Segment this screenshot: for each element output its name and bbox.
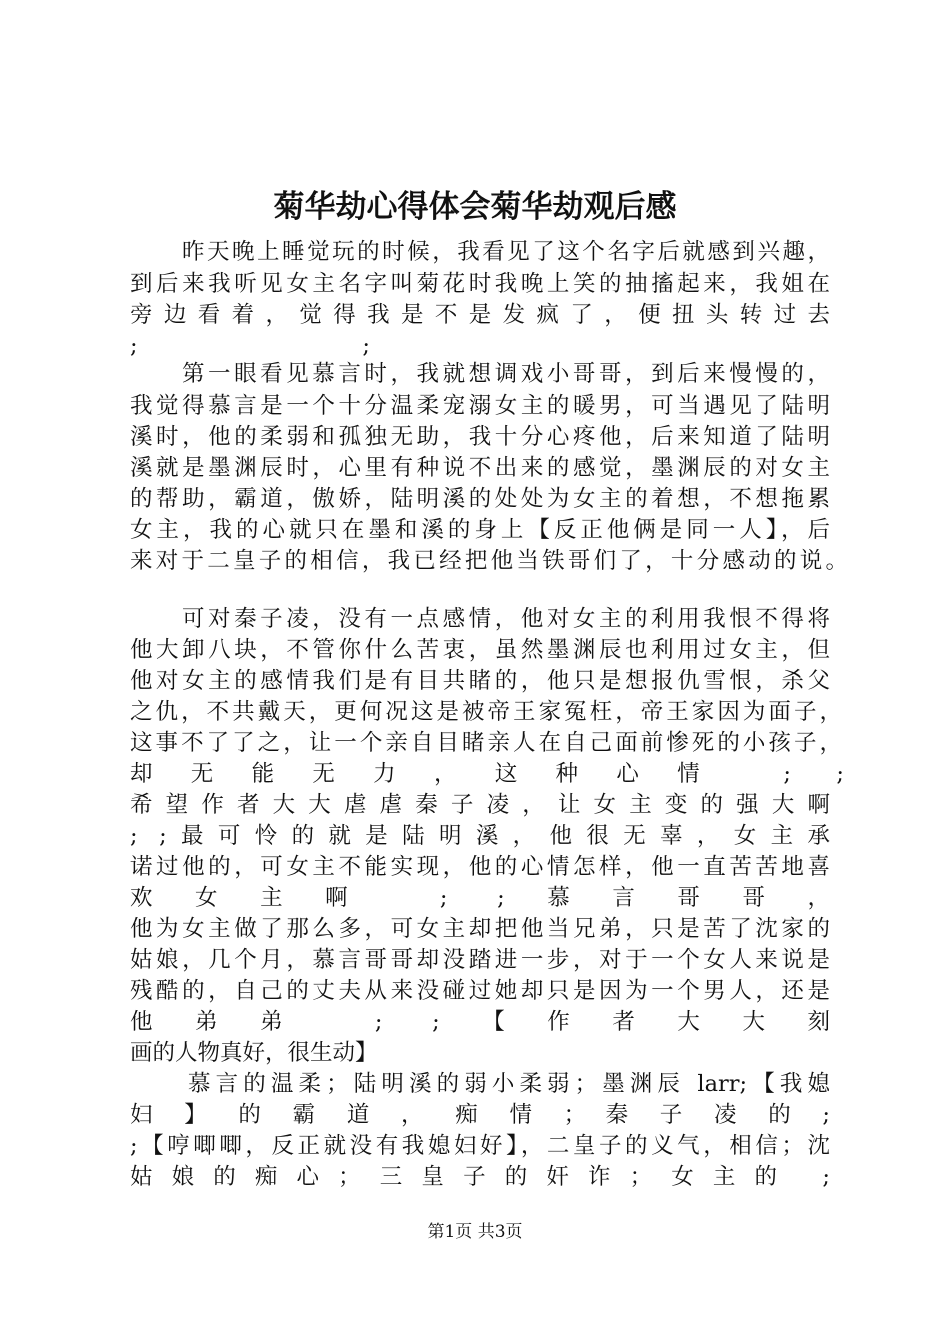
text-line: 女主，我的心就只在墨和溪的身上【反正他俩是同一人】，后 — [130, 517, 830, 543]
text-line: 第一眼看见慕言时，我就想调戏小哥哥，到后来慢慢的， — [182, 361, 830, 387]
text-line: 却无能无力，这种心情 ; ; — [130, 761, 844, 787]
text-line: 他大卸八块，不管你什么苦衷，虽然墨渊辰也利用过女主，但 — [130, 637, 830, 663]
text-line: 来对于二皇子的相信，我已经把他当铁哥们了，十分感动的说。 — [130, 548, 848, 574]
text-line: 之仇，不共戴天，更何况这是被帝王家冤枉，帝王家因为面子， — [130, 699, 842, 725]
text-line: 我觉得慕言是一个十分温柔宠溺女主的暖男，可当遇见了陆明 — [130, 393, 830, 419]
document-title: 菊华劫心得体会菊华劫观后感 — [273, 189, 677, 225]
page-number: 第1页 共3页 — [427, 1222, 523, 1242]
text-line: 慕言的温柔；陆明溪的弱小柔弱；墨渊辰 larr;【我媳 — [188, 1071, 830, 1097]
text-line: 溪就是墨渊辰时，心里有种说不出来的感觉，墨渊辰的对女主 — [130, 455, 830, 481]
text-line: 这事不了了之，让一个亲自目睹亲人在自己面前惨死的小孩子， — [130, 730, 842, 756]
text-line: ; ;最可怜的就是陆明溪，他很无辜，女主承 — [130, 823, 830, 849]
text-line: 他为女主做了那么多，可女主却把他当兄弟，只是苦了沈家的 — [130, 916, 830, 942]
text-line: 他对女主的感情我们是有目共睹的，他只是想报仇雪恨，杀父 — [130, 668, 830, 694]
text-line: 诺过他的，可女主不能实现，他的心情怎样，他一直苦苦地喜 — [130, 854, 830, 880]
text-line: 希 望 作 者 大 大 虐 虐 秦 子 凌 ， 让 女 主 变 的 强 大 啊 — [130, 792, 830, 818]
text-line: 到后来我听见女主名字叫菊花时我晚上笑的抽搐起来，我姐在 — [130, 271, 830, 297]
text-line: 姑娘的痴心；三皇子的奸诈；女主的 ; — [130, 1164, 830, 1190]
text-line: 妇 】 的 霸 道 ， 痴 情 ； 秦 子 凌 的 ; — [130, 1102, 830, 1128]
text-line: 他弟弟 ; ;【作者大大刻 — [130, 1009, 830, 1035]
text-line: 昨天晚上睡觉玩的时候，我看见了这个名字后就感到兴趣， — [182, 239, 830, 265]
text-line: 的帮助，霸道，傲娇，陆明溪的处处为女主的着想，不想拖累 — [130, 486, 830, 512]
text-line: ; ; — [130, 333, 370, 359]
text-line: 可对秦子凌，没有一点感情，他对女主的利用我恨不得将 — [182, 606, 830, 632]
text-line: 残酷的，自己的丈夫从来没碰过她却只是因为一个男人，还是 — [130, 978, 830, 1004]
text-line: 画的人物真好，很生动】 — [130, 1040, 378, 1066]
text-line: 溪时，他的柔弱和孤独无助，我十分心疼他，后来知道了陆明 — [130, 424, 830, 450]
text-line: 欢女主啊 ; ;慕言哥哥， — [130, 885, 830, 911]
text-line: ;【哼唧唧，反正就没有我媳妇好】，二皇子的义气，相信；沈 — [130, 1133, 830, 1159]
text-line: 姑娘，几个月，慕言哥哥却没踏进一步，对于一个女人来说是 — [130, 947, 830, 973]
text-line: 旁 边 看 着 ， 觉 得 我 是 不 是 发 疯 了 ， 便 扭 头 转 过 去 — [130, 302, 830, 328]
